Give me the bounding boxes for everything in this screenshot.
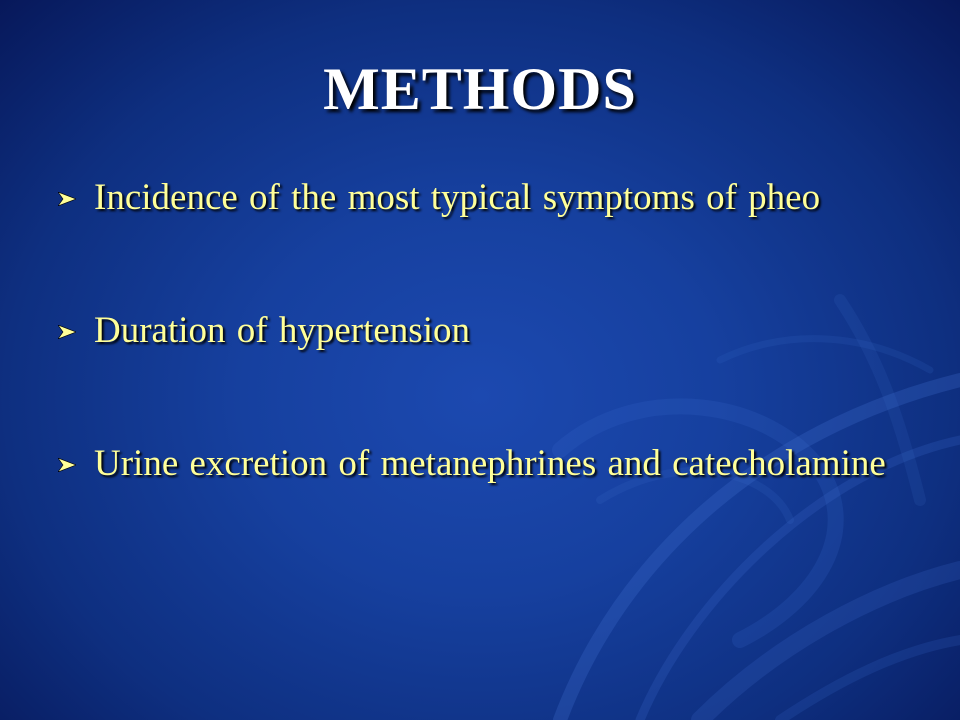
slide-title: METHODS xyxy=(323,56,637,122)
arrowhead-bullet-icon xyxy=(58,325,76,339)
bullet-item xyxy=(56,309,916,353)
arrowhead-bullet-icon xyxy=(58,192,76,206)
bullet-item xyxy=(56,442,916,486)
arrowhead-bullet-icon xyxy=(58,458,76,472)
bullet-text: Urine excretion of metanephrines and catecholamine xyxy=(94,443,886,484)
bullet-text: Duration of hypertension xyxy=(94,310,470,351)
bullet-item xyxy=(56,176,916,220)
bullet-text: Incidence of the most typical symptoms of pheo xyxy=(94,177,821,218)
bullet-list xyxy=(56,176,916,486)
